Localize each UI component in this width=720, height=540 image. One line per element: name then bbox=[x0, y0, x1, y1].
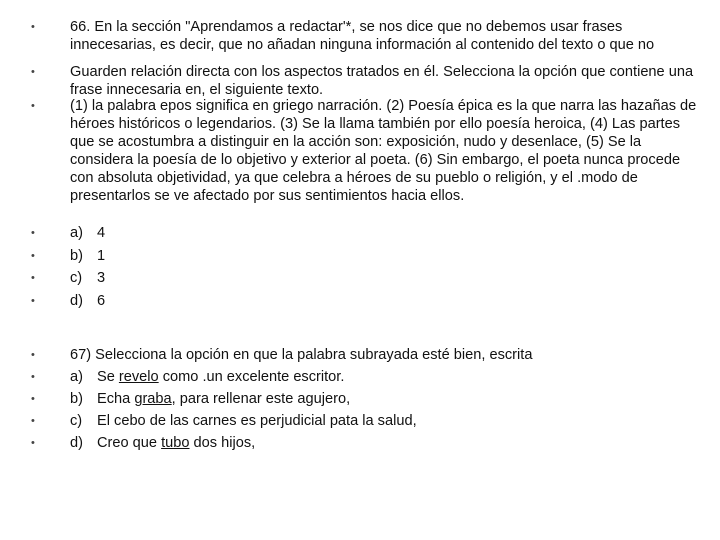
answer-option bbox=[30, 368, 702, 390]
option-text: 1 bbox=[97, 247, 106, 264]
question-67-stem: 67) Selecciona la opción en que la palabra subrayada esté bien, escrita bbox=[70, 347, 533, 363]
option-post: El cebo de las carnes es perjudicial pata la salud, bbox=[97, 413, 417, 429]
option-label: c) bbox=[70, 270, 83, 286]
option-label: b) bbox=[70, 391, 83, 407]
question-66-intro: 66. En la sección "Aprendamos a redactar'*, se nos dice que no debemos usar frases innecesarias, es decir, que no añadan ninguna información al contenido del texto o que no bbox=[70, 19, 655, 54]
underlined-word: revelo bbox=[118, 369, 159, 385]
option-pre: Se bbox=[97, 369, 119, 385]
list-item bbox=[30, 63, 702, 97]
bullet-icon: • bbox=[31, 294, 35, 307]
option-label: c) bbox=[70, 413, 83, 429]
bullet-icon: • bbox=[31, 100, 35, 112]
answer-option bbox=[30, 224, 702, 247]
list-item bbox=[30, 346, 702, 368]
list-item bbox=[30, 97, 702, 224]
underlined-word: graba bbox=[134, 391, 172, 407]
answer-option bbox=[30, 247, 702, 270]
bullet-icon: • bbox=[31, 349, 35, 361]
option-text: 6 bbox=[97, 292, 106, 309]
bullet-icon: • bbox=[31, 371, 35, 383]
answer-option bbox=[30, 390, 702, 412]
underlined-word: tubo bbox=[161, 435, 190, 451]
question-66-passage: (1) la palabra epos significa en griego narración. (2) Poesía épica es la que narra las hazañas de héroes históricos o legendarios. (3) Se la llama también por ello poesía heroica, (4) Las partes que se acostumbra a distinguir en la acción son: exposición, nudo y desenlace, (5) Se la considera la poesía de lo objetivo y exterior al poeta. (6) Sin embargo, el poeta nunca procede con absoluta objetividad, ya que celebra a héroes de su pueblo o religión, y el .modo de presentarlos se ve afectado por sus sentimientos hacia ellos. bbox=[70, 98, 697, 205]
option-post: , para rellenar este agujero, bbox=[171, 391, 351, 407]
question-67-list bbox=[30, 346, 702, 456]
option-label: b) bbox=[70, 247, 83, 264]
answer-option bbox=[30, 412, 702, 434]
option-label: d) bbox=[70, 292, 83, 309]
question-66-instruction: Guarden relación directa con los aspectos tratados en él. Selecciona la opción que contiene una frase innecesaria en, el siguiente texto. bbox=[70, 64, 694, 99]
option-pre: Creo que bbox=[97, 435, 162, 451]
option-label: d) bbox=[70, 435, 83, 451]
bullet-icon: • bbox=[31, 66, 35, 78]
answer-option bbox=[30, 434, 702, 456]
bullet-icon: • bbox=[31, 437, 35, 449]
option-label: a) bbox=[70, 225, 83, 241]
option-text: 3 bbox=[97, 270, 106, 286]
option-pre: Echa bbox=[97, 391, 135, 407]
answer-option bbox=[30, 269, 702, 292]
bullet-icon: • bbox=[31, 272, 35, 284]
option-label: a) bbox=[70, 369, 83, 385]
question-66-list bbox=[30, 18, 702, 314]
bullet-icon: • bbox=[31, 415, 35, 427]
option-text: 4 bbox=[97, 225, 106, 241]
answer-option bbox=[30, 292, 702, 315]
list-item bbox=[30, 18, 702, 63]
bullet-icon: • bbox=[31, 21, 35, 33]
option-post: como .un excelente escritor. bbox=[158, 369, 345, 385]
bullet-icon: • bbox=[31, 249, 35, 262]
bullet-icon: • bbox=[31, 393, 35, 405]
option-post: dos hijos, bbox=[189, 435, 256, 451]
bullet-icon: • bbox=[31, 227, 35, 239]
